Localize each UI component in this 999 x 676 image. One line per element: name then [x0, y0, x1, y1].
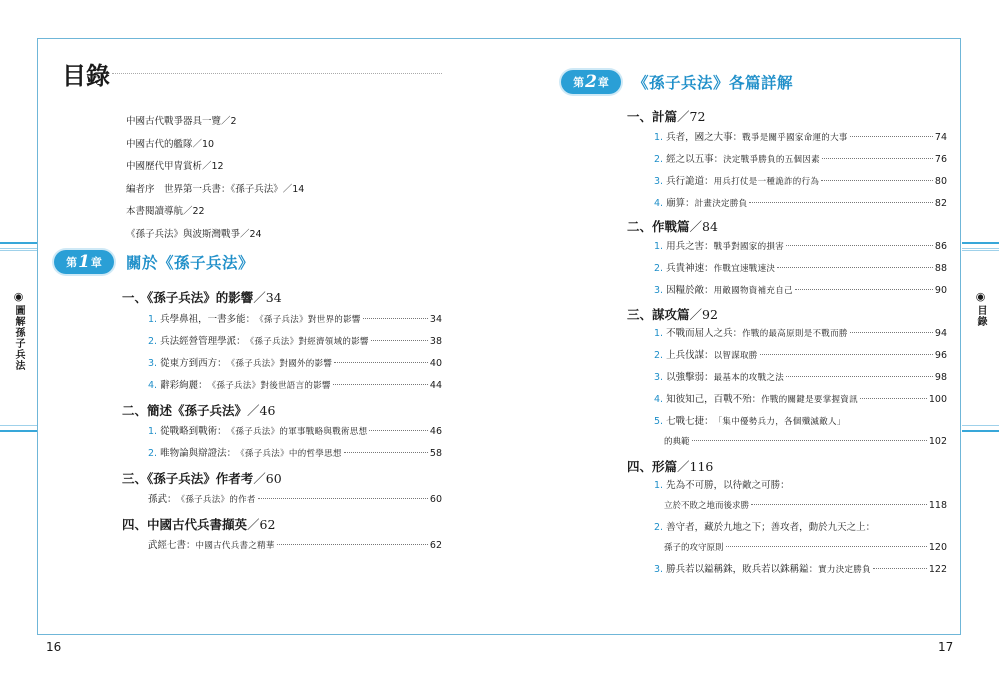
toc-entry[interactable]: 3. 因糧於敵： 用敵國物資補充自己 90 [654, 285, 947, 296]
front-matter-item[interactable]: 《孫子兵法》與波斯灣戰爭／24 [126, 228, 262, 240]
badge-suffix: 章 [90, 256, 102, 269]
front-matter-item[interactable]: 編者序 世界第一兵書：《孫子兵法》／14 [126, 183, 305, 195]
toc-entry[interactable]: 4. 廟算： 計畫決定勝負 82 [654, 198, 947, 209]
section-heading[interactable]: 二、簡述《孫子兵法》／46 [122, 403, 276, 418]
toc-entry[interactable]: 2. 上兵伐謀： 以智謀取勝 96 [654, 350, 947, 361]
section-heading[interactable]: 二、作戰篇／84 [627, 219, 718, 234]
toc-entry[interactable]: 武經七書： 中國古代兵書之精華 62 [148, 540, 442, 551]
badge-prefix: 第 [66, 256, 78, 269]
toc-entry[interactable]: 3. 以強擊弱： 最基本的攻戰之法 98 [654, 372, 947, 383]
bullet-icon: ◉ [13, 290, 24, 303]
page-title: 目錄 [62, 62, 110, 90]
toc-entry[interactable]: 2. 經之以五事： 決定戰爭勝負的五個因素 76 [654, 154, 947, 165]
toc-entry[interactable]: 1. 不戰而屈人之兵： 作戰的最高原則是不戰而勝 94 [654, 328, 947, 339]
front-matter-item[interactable]: 中國古代的艦隊／10 [126, 138, 215, 150]
front-matter-item[interactable]: 本書閱讀導航／22 [126, 206, 205, 217]
chapter-2-title[interactable]: 《孫子兵法》各篇詳解 [633, 74, 794, 92]
chapter-2-heading [561, 70, 793, 94]
toc-entry[interactable]: 4. 辭彩絢麗： 《孫子兵法》對後世語言的影響 44 [148, 380, 442, 391]
section-heading[interactable]: 四、中國古代兵書擷英／62 [122, 517, 276, 532]
page-number-right: 17 [938, 640, 954, 654]
chapter-1-heading [54, 250, 254, 274]
section-heading[interactable]: 三、謀攻篇／92 [627, 307, 718, 322]
chapter-1-title[interactable]: 關於《孫子兵法》 [126, 254, 255, 272]
chapter-2-badge [561, 70, 621, 94]
chapter-1-contents [122, 289, 442, 552]
left-edge-line [0, 250, 37, 251]
right-side-band [962, 242, 999, 432]
toc-entry[interactable]: 2. 兵貴神速： 作戰宜速戰速決 88 [654, 263, 947, 274]
toc-entry[interactable]: 1. 先為不可勝，以待敵之可勝： [654, 480, 790, 491]
section-heading[interactable]: 三、《孫子兵法》作者考／60 [122, 471, 282, 486]
toc-entry[interactable]: 3. 從東方到西方： 《孫子兵法》對國外的影響 40 [148, 358, 442, 369]
page-number-left: 16 [46, 640, 62, 654]
front-matter-item[interactable]: 中國歷代甲冑賞析／12 [126, 161, 224, 172]
badge-number: 2 [585, 72, 597, 92]
toc-entry[interactable]: 2. 善守者，藏於九地之下；善攻者，動於九天之上： [654, 522, 876, 533]
title-dotted-rule [112, 73, 442, 74]
toc-entry[interactable]: 2. 兵法經營管理學派： 《孫子兵法》對經濟領域的影響 38 [148, 336, 442, 347]
badge-prefix: 第 [573, 76, 585, 89]
right-side-label [962, 290, 999, 327]
toc-entry[interactable]: 3. 勝兵若以鎰稱銖，敗兵若以銖稱鎰： 實力決定勝負 122 [654, 564, 947, 575]
badge-number: 1 [78, 252, 90, 272]
section-heading[interactable]: 一、《孫子兵法》的影響／34 [122, 290, 282, 305]
section-heading[interactable]: 四、形篇／116 [627, 459, 714, 474]
left-side-label [0, 290, 37, 371]
badge-suffix: 章 [597, 76, 609, 89]
bullet-icon: ◉ [975, 290, 986, 303]
section-label: 目錄 [975, 305, 986, 327]
toc-entry[interactable]: 3. 兵行詭道： 用兵打仗是一種詭詐的行為 80 [654, 176, 947, 187]
chapter-1-badge [54, 250, 114, 274]
toc-entry[interactable]: 5. 七戰七捷： 「集中優勢兵力，各個殲滅敵人」 [654, 416, 846, 427]
toc-entry[interactable]: 1. 兵學鼻祖，一書多能： 《孫子兵法》對世界的影響 34 [148, 314, 442, 325]
right-edge-line [962, 250, 999, 251]
toc-entry[interactable]: 1. 從戰略到戰術： 《孫子兵法》的軍事戰略與戰術思想 46 [148, 426, 442, 437]
toc-entry[interactable]: 1. 用兵之害： 戰爭對國家的損害 86 [654, 241, 947, 252]
toc-entry[interactable]: 孫武： 《孫子兵法》的作者 60 [148, 494, 442, 505]
toc-entry-continuation[interactable]: 立於不敗之地而後求勝 118 [664, 500, 947, 511]
section-heading[interactable]: 一、計篇／72 [627, 109, 706, 124]
book-title-label: 圖解孫子兵法 [13, 305, 24, 371]
chapter-2-contents [627, 108, 947, 576]
toc-entry[interactable]: 4. 知彼知己，百戰不殆： 作戰的關鍵是要掌握資訊 100 [654, 394, 947, 405]
toc-entry-continuation[interactable]: 的典範 102 [664, 436, 947, 447]
toc-entry[interactable]: 2. 唯物論與辯證法： 《孫子兵法》中的哲學思想 58 [148, 448, 442, 459]
toc-entry-continuation[interactable]: 孫子的攻守原則 120 [664, 542, 947, 553]
front-matter-list [126, 111, 446, 246]
front-matter-item[interactable]: 中國古代戰爭器具一覽／2 [126, 116, 237, 127]
toc-entry[interactable]: 1. 兵者，國之大事： 戰爭是關乎國家命運的大事 74 [654, 132, 947, 143]
